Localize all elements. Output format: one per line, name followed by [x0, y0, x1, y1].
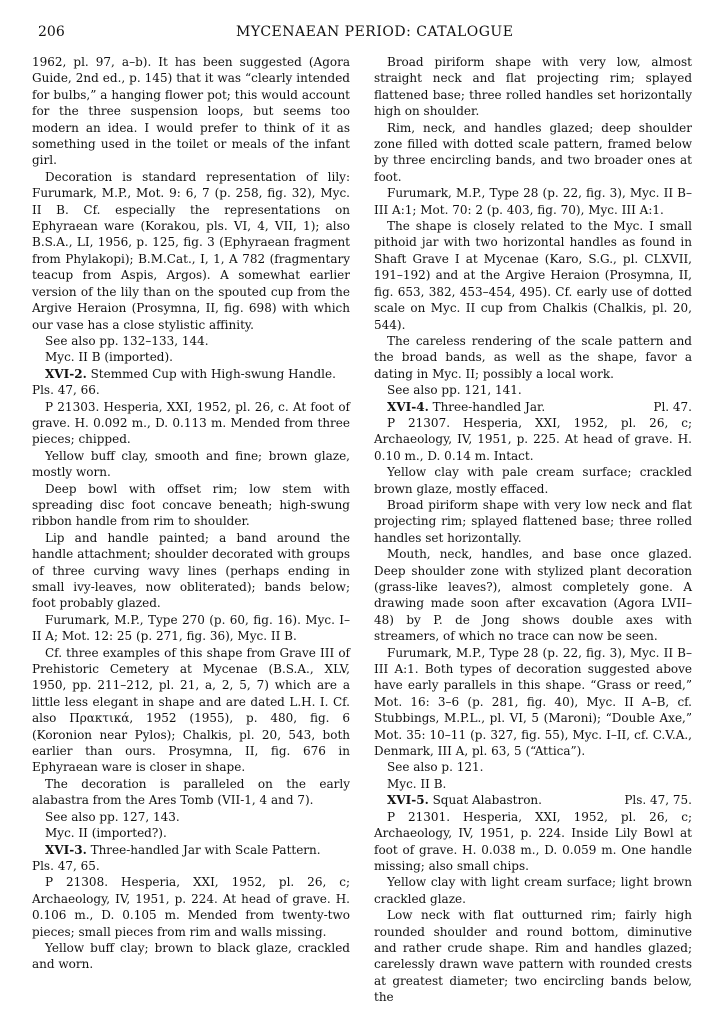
paragraph: P 21303. Hesperia, XXI, 1952, pl. 26, c. At foot of grave. H. 0.092 m., D. 0.113 m. Mended from three pieces; chipped. [32, 399, 350, 447]
paragraph: See also pp. 121, 141. [387, 383, 522, 398]
paragraph: Cf. three examples of this shape from Grave III of Prehistoric Cemetery at Mycenae (B.S.A., XLV, 1950, pp. 211–212, pl. 21, a, 2, 5, 7) which are a little less elegant in shape and are dated L.H. I. Cf. also Πρακτικά, 1952 (1955), p. 480, fig. 6 (Koronion near Pylos); Chalkis, pl. 20, 543, both earlier than ours. Prosymna, II, fig. 676 in Ephyraean ware is closer in shape. [32, 645, 350, 775]
entry-code: XVI-2. [45, 366, 87, 381]
paragraph: Yellow clay with light cream surface; light brown crackled glaze. [374, 875, 692, 906]
entry-heading-xvi-3 [32, 842, 350, 858]
left-column [32, 54, 350, 973]
paragraph: Yellow clay with pale cream surface; crackled brown glaze, mostly effaced. [374, 465, 692, 496]
paragraph: The shape is closely related to the Myc. I small pithoid jar with two horizontal handles as found in Shaft Grave I at Mycenae (Karo, S.G., pl. CLXVII, 191–192) and at the Argive Heraion (Prosymna, II, fig. 653, 382, 453–454, 495). Cf. early use of dotted scale on Myc. II cup from Chalkis (Chalkis, pl. 20, 544). [374, 219, 692, 332]
paragraph: The careless rendering of the scale pattern and the broad bands, as well as the shape, favor a dating in Myc. II; possibly a local work. [374, 333, 692, 381]
paragraph: Myc. II B (imported). [45, 350, 173, 365]
paragraph: Broad piriform shape with very low, almost straight neck and flat projecting rim; splayed flattened base; three rolled handles set horizontally high on shoulder. [374, 55, 692, 119]
entry-heading-xvi-4 [374, 399, 692, 415]
paragraph: See also pp. 127, 143. [45, 809, 180, 824]
paragraph: Rim, neck, and handles glazed; deep shoulder zone filled with dotted scale pattern, framed below by three encircling bands, and two broader ones at foot. [374, 120, 692, 184]
paragraph: Low neck with flat outturned rim; fairly high rounded shoulder and round bottom, diminutive and rather crude shape. Rim and handles glazed; carelessly drawn wave pattern with rounded crests at greatest diameter; two encircling bands below, the [374, 908, 692, 1005]
paragraph: Lip and handle painted; a band around the handle attachment; shoulder decorated with groups of three curving wavy lines (perhaps ending in small ivy-leaves, now obliterated); bands below; foot probably glazed. [32, 530, 350, 611]
page-number: 206 [38, 24, 65, 40]
entry-title: Three-handled Jar with Scale Pattern. [90, 842, 321, 857]
paragraph: See also p. 121. [387, 760, 484, 775]
entry-plates: Pls. 47, 66. [32, 383, 100, 398]
entry-plates: Pls. 47, 75. [624, 793, 692, 808]
entry-code: XVI-4. [387, 399, 429, 414]
paragraph: 1962, pl. 97, a–b). It has been suggested (Agora Guide, 2nd ed., p. 145) that it was “clearly intended for bulbs,” a hanging flower pot; this would account for the three suspension loops, but seems too modern an idea. I would prefer to think of it as something used in the toilet or meals of the infant girl. [32, 55, 350, 168]
entry-title: Three-handled Jar. [432, 399, 546, 414]
paragraph: Furumark, M.P., Type 28 (p. 22, fig. 3), Myc. II B–III A:1. Both types of decoration suggested above have early parallels in this shape. “Grass or reed,” Mot. 16: 3–6 (p. 281, fig. 40), Myc. II A–B, cf. Stubbings, M.P.L., pl. VI, 5 (Maroni); “Double Axe,” Mot. 35: 10–11 (p. 327, fig. 55), Myc. I–II, cf. C.V.A., Denmark, III A, pl. 63, 5 (“Attica”). [374, 645, 692, 759]
paragraph: Myc. II B. [387, 776, 447, 791]
paragraph: Broad piriform shape with very low neck and flat projecting rim; splayed flattened base; three rolled handles set horizontally. [374, 497, 692, 545]
entry-title: Squat Alabastron. [432, 793, 542, 808]
entry-heading-xvi-5 [374, 792, 692, 808]
entry-plates: Pls. 47, 65. [32, 858, 100, 873]
entry-plates: Pl. 47. [653, 399, 692, 414]
paragraph: Myc. II (imported?). [45, 826, 167, 841]
entry-code: XVI-3. [45, 842, 87, 857]
paragraph: Yellow buff clay; brown to black glaze, crackled and worn. [32, 940, 350, 972]
paragraph: Deep bowl with offset rim; low stem with spreading disc foot concave beneath; high-swung ribbon handle from rim to shoulder. [32, 481, 350, 529]
paragraph: The decoration is paralleled on the early alabastra from the Ares Tomb (VII-1, 4 and 7). [32, 776, 350, 808]
paragraph: P 21301. Hesperia, XXI, 1952, pl. 26, c; Archaeology, IV, 1951, p. 224. Inside Lily Bowl at foot of grave. H. 0.038 m., D. 0.059 m. One handle missing; also small chips. [374, 809, 692, 873]
paragraph: Yellow buff clay, smooth and fine; brown glaze, mostly worn. [32, 448, 350, 480]
paragraph: P 21308. Hesperia, XXI, 1952, pl. 26, c; Archaeology, IV, 1951, p. 224. At head of grave. H. 0.106 m., D. 0.105 m. Mended from twenty-two pieces; small pieces from rim and walls missing. [32, 875, 350, 939]
paragraph: Mouth, neck, handles, and base once glazed. Deep shoulder zone with stylized plant decoration (grass-like leaves?), almost completely gone. A drawing made soon after excavation (Agora LVII–48) by P. de Jong shows double axes with streamers, of which no trace can now be seen. [374, 547, 692, 644]
entry-heading-xvi-2 [32, 366, 350, 382]
paragraph: P 21307. Hesperia, XXI, 1952, pl. 26, c; Archaeology, IV, 1951, p. 225. At head of grave. H. 0.10 m., D. 0.14 m. Intact. [374, 415, 692, 463]
paragraph: Decoration is standard representation of lily: Furumark, M.P., Mot. 9: 6, 7 (p. 258, fig. 32), Myc. II B. Cf. especially the representations on Ephyraean ware (Korakou, pls. VI, 4, VII, 1); also B.S.A., LI, 1956, p. 125, fig. 3 (Ephyraean fragment from Phylakopi); B.M.Cat., I, 1, A 782 (fragmentary teacup from Aspis, Argos). A somewhat earlier version of the lily than on the spouted cup from the Argive Heraion (Prosymna, II, fig. 698) with which our vase has a close stylistic affinity. [32, 169, 350, 332]
right-column [374, 54, 692, 1006]
paragraph: Furumark, M.P., Type 28 (p. 22, fig. 3), Myc. II B–III A:1; Mot. 70: 2 (p. 403, fig. 70), Myc. III A:1. [374, 186, 692, 217]
running-head: MYCENAEAN PERIOD: CATALOGUE [236, 24, 514, 40]
paragraph: Furumark, M.P., Type 270 (p. 60, fig. 16). Myc. I–II A; Mot. 12: 25 (p. 271, fig. 36), Myc. II B. [32, 612, 350, 644]
entry-title: Stemmed Cup with High-swung Handle. [90, 366, 336, 381]
entry-code: XVI-5. [387, 793, 429, 808]
paragraph: See also pp. 132–133, 144. [45, 333, 209, 348]
